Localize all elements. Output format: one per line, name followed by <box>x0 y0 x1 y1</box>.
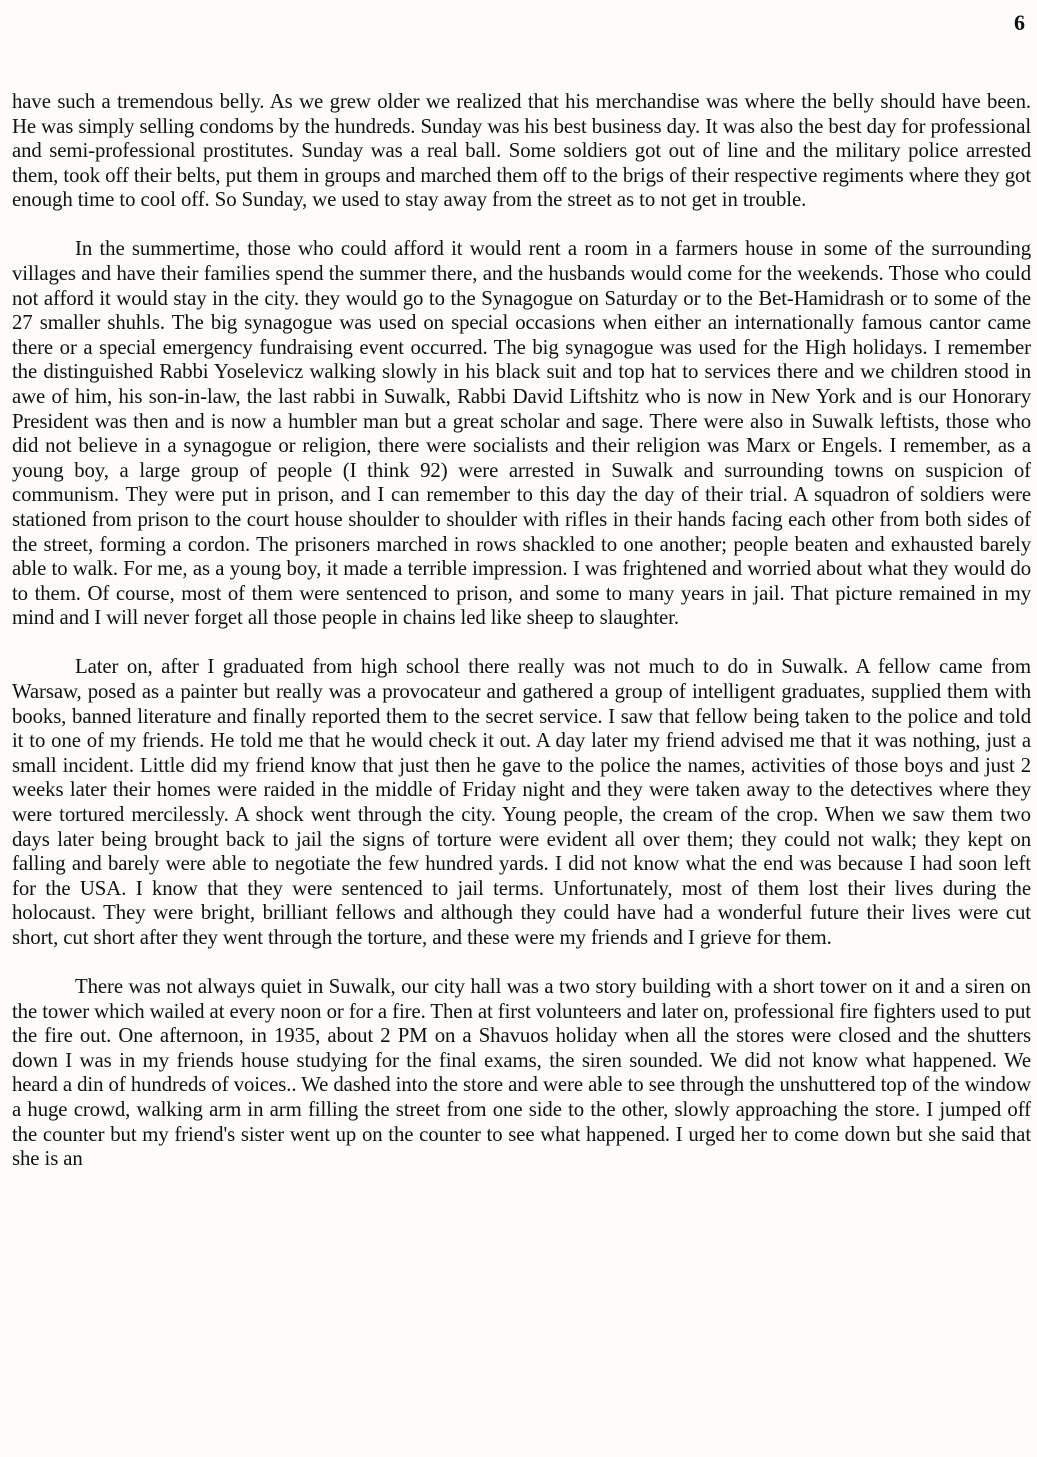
paragraph-4: There was not always quiet in Suwalk, our city hall was a two story building with a short tower on it and a siren on the tower which wailed at every noon or for a fire. Then at first volunteers and later on, professional fire fighters used to put the fire out. One afternoon, in 1935, about 2 PM on a Shavuos holiday when all the stores were closed and the shutters down I was in my friends house studying for the final exams, the siren sounded. We did not know what happened. We heard a din of hundreds of voices.. We dashed into the store and were able to see through the unshuttered top of the window a huge crowd, walking arm in arm filling the street from one side to the other, slowly approaching the store. I jumped off the counter but my friend's sister went up on the counter to see what happened. I urged her to come down but she said that she is an <box>12 975 1031 1171</box>
paragraph-3: Later on, after I graduated from high school there really was not much to do in Suwalk. A fellow came from Warsaw, posed as a painter but really was a provocateur and gathered a group of intelligent graduates, supplied them with books, banned literature and finally reported them to the secret service. I saw that fellow being taken to the police and told it to one of my friends. He told me that he would check it out. A day later my friend advised me that it was nothing, just a small incident. Little did my friend know that just then he gave to the police the names, activities of those boys and just 2 weeks later their homes were raided in the middle of Friday night and they were taken away to the detectives where they were tortured mercilessly. A shock went through the city. Young people, the cream of the crop. When we saw them two days later being brought back to jail the signs of torture were evident all over them; they could not walk; they kept on falling and barely were able to negotiate the few hundred yards. I did not know what the end was because I had soon left for the USA. I know that they were sentenced to jail terms. Unfortunately, most of them lost their lives during the holocaust. They were bright, brilliant fellows and although they could have had a wonderful future their lives were cut short, cut short after they went through the torture, and these were my friends and I grieve for them. <box>12 655 1031 949</box>
paragraph-2: In the summertime, those who could afford it would rent a room in a farmers house in some of the surrounding villages and have their families spend the summer there, and the husbands would come for the weekends. Those who could not afford it would stay in the city. they would go to the Synagogue on Saturday or to the Bet-Hamidrash or to some of the 27 smaller shuhls. The big synagogue was used on special occasions when either an internationally famous cantor came there or a special emergency fundraising event occurred. The big synagogue was used for the High holidays. I remember the distinguished Rabbi Yoselevicz walking slowly in his black suit and top hat to services there and we children stood in awe of him, his son-in-law, the last rabbi in Suwalk, Rabbi David Liftshitz who is now in New York and is our Honorary President was then and is now a humbler man but a great scholar and sage. There were also in Suwalk leftists, those who did not believe in a synagogue or religion, there were socialists and their religion was Marx or Engels. I remember, as a young boy, a large group of people (I think 92) were arrested in Suwalk and surrounding towns on suspicion of communism. They were put in prison, and I can remember to this day the day of their trial. A squadron of soldiers were stationed from prison to the court house shoulder to shoulder with rifles in their hands facing each other from both sides of the street, forming a cordon. The prisoners marched in rows shackled to one another; people beaten and exhausted barely able to walk. For me, as a young boy, it made a terrible impression. I was frightened and worried about what they would do to them. Of course, most of them were sentenced to prison, and some to many years in jail. That picture remained in my mind and I will never forget all those people in chains led like sheep to slaughter. <box>12 237 1031 630</box>
page-number: 6 <box>1014 10 1025 35</box>
paragraph-1: have such a tremendous belly. As we grew older we realized that his merchandise was where the belly should have been. He was simply selling condoms by the hundreds. Sunday was his best business day. It was also the best day for professional and semi-professional prostitutes. Sunday was a real ball. Some soldiers got out of line and the military police arrested them, took off their belts, put them in groups and marched them off to the brigs of their respective regiments where they got enough time to cool off. So Sunday, we used to stay away from the street as to not get in trouble. <box>12 90 1031 212</box>
page-body <box>12 90 1031 1172</box>
